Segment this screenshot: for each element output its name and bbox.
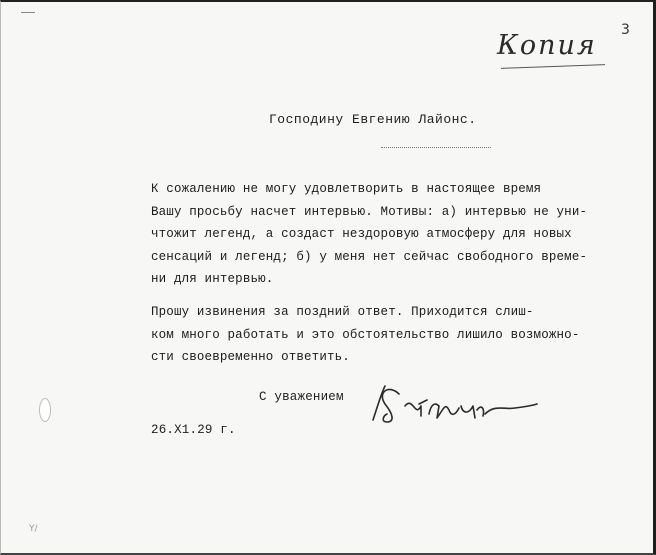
paragraph-line: сти своевременно ответить. [151,350,350,364]
paragraph-1 [151,178,621,291]
paragraph-line: Прошу извинения за поздний ответ. Приходится слиш- [151,305,534,319]
paragraph-line: чтожит легенд, а создаст нездоровую атмосферу для новых [151,227,572,241]
paragraph-line: ком много работать и это обстоятельство лишило возможно- [151,327,580,342]
paragraph-line: Вашу просьбу насчет интервью. Мотивы: а) интервью не уни- [151,204,588,219]
closing: С уважением [259,390,344,404]
handwritten-signature [365,380,540,428]
archive-mark: Y/ [29,524,38,534]
margin-mark [21,12,35,13]
paragraph-2 [151,301,621,369]
paragraph-line: сенсаций и легенд; б) у меня нет сейчас свободного време- [151,249,588,264]
copy-stamp-underline [501,64,605,69]
punch-hole [39,398,51,422]
date: 26.Х1.29 г. [151,423,236,437]
salutation: Господину Евгению Лайонс. [269,112,477,127]
paragraph-line: К сожалению не могу удовлетворить в настоящее время [151,182,542,196]
page-number: 3 [621,22,630,38]
divider [381,147,491,148]
copy-stamp: Копия [497,30,597,61]
paragraph-line: ни для интервью. [151,272,274,286]
